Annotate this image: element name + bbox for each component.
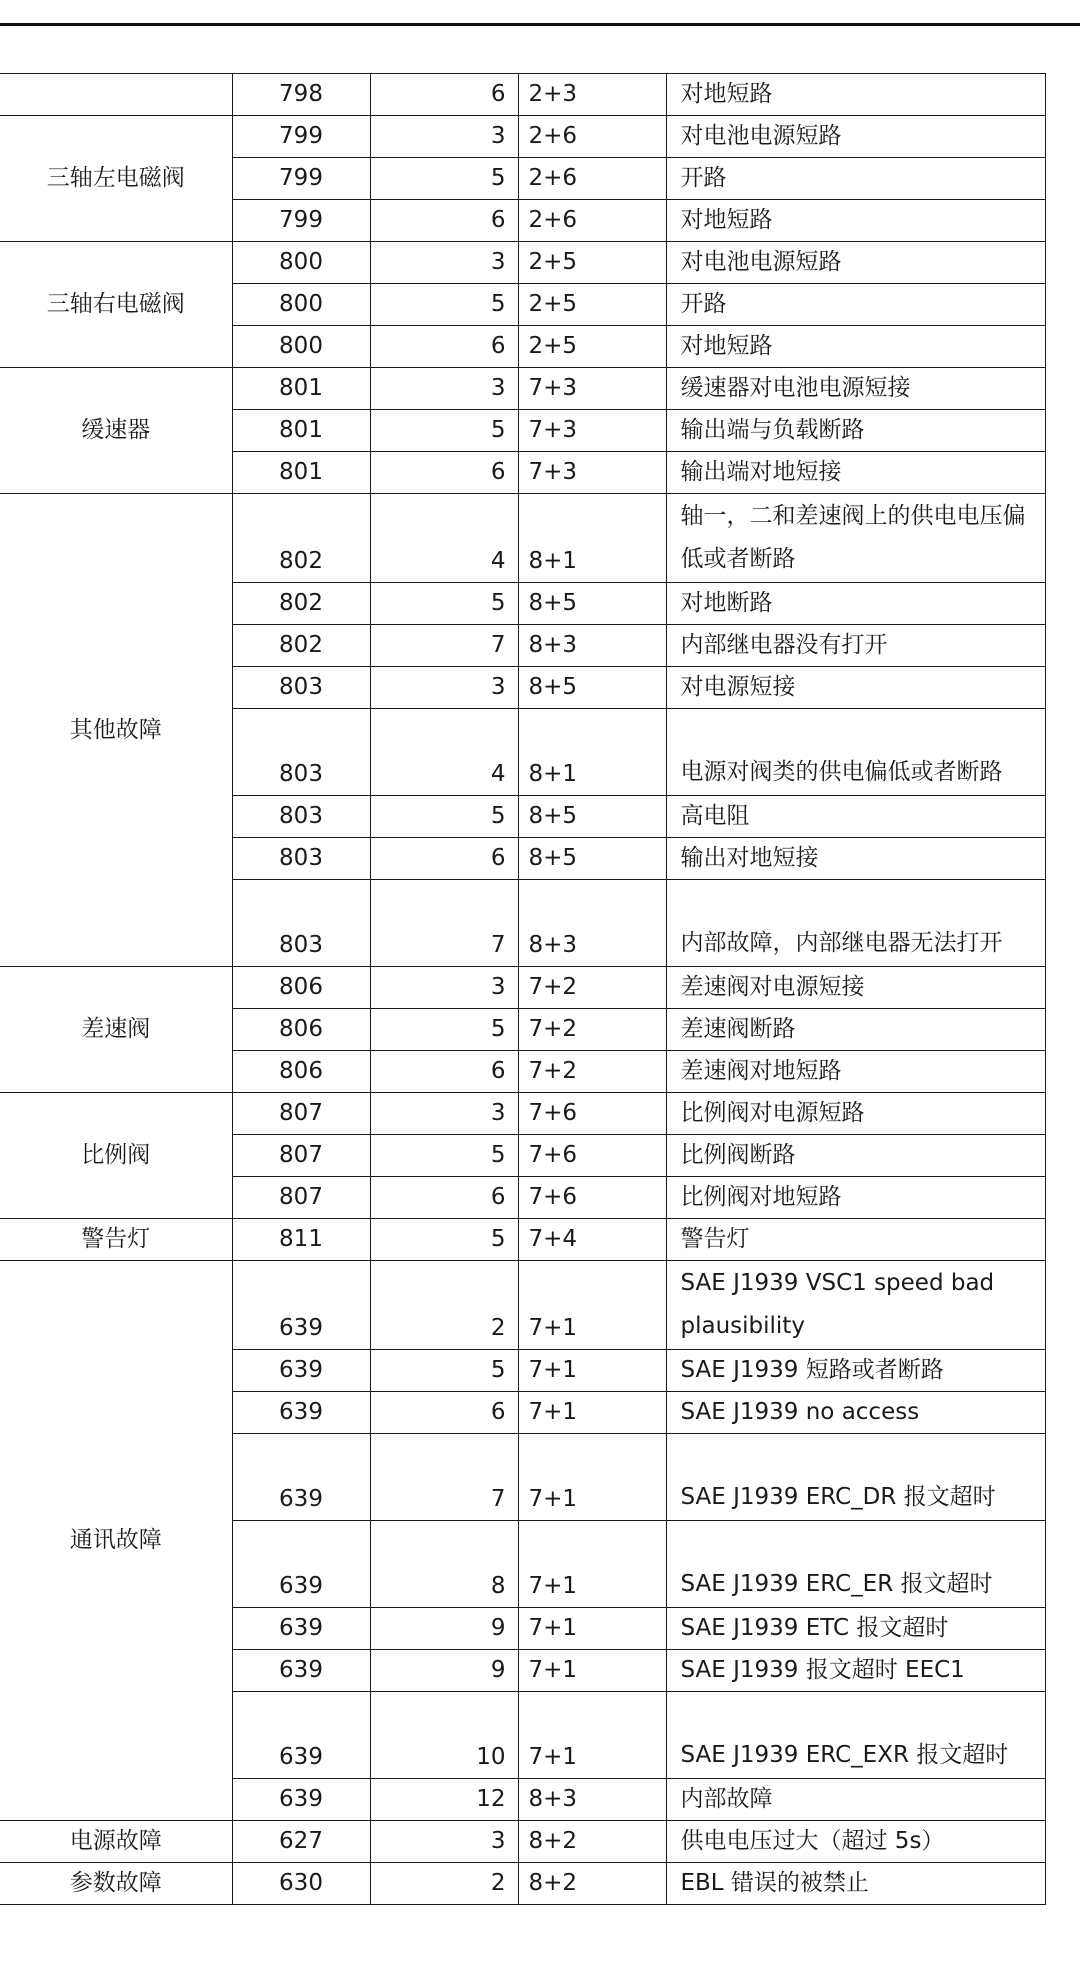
spn-cell: 639	[232, 1261, 370, 1350]
fmi-cell: 5	[370, 284, 518, 326]
fmi-cell: 7	[370, 625, 518, 667]
description-cell: 比例阀对地短路	[666, 1177, 1045, 1219]
description-cell: 内部故障	[666, 1779, 1045, 1821]
spn-cell: 803	[232, 709, 370, 796]
blink-code-cell: 7+2	[518, 1009, 666, 1051]
component-cell: 缓速器	[0, 368, 232, 494]
fmi-cell: 7	[370, 1434, 518, 1521]
description-cell: 比例阀对电源短路	[666, 1093, 1045, 1135]
description-cell: 电源对阀类的供电偏低或者断路	[666, 709, 1045, 796]
table-row	[0, 1261, 1045, 1350]
description-cell: SAE J1939 ERC_EXR 报文超时	[666, 1692, 1045, 1779]
description-cell: 输出端对地短接	[666, 452, 1045, 494]
table-row	[0, 967, 1045, 1009]
fmi-cell: 4	[370, 494, 518, 583]
description-cell: 对地断路	[666, 583, 1045, 625]
spn-cell: 811	[232, 1219, 370, 1261]
description-cell: 警告灯	[666, 1219, 1045, 1261]
spn-cell: 639	[232, 1608, 370, 1650]
fmi-cell: 4	[370, 709, 518, 796]
component-cell: 通讯故障	[0, 1261, 232, 1821]
description-cell: 对地短路	[666, 74, 1045, 116]
description-cell: 对地短路	[666, 326, 1045, 368]
blink-code-cell: 2+5	[518, 326, 666, 368]
blink-code-cell: 7+1	[518, 1650, 666, 1692]
component-cell	[0, 74, 232, 116]
spn-cell: 806	[232, 1051, 370, 1093]
table-row	[0, 1863, 1045, 1905]
spn-cell: 639	[232, 1692, 370, 1779]
fmi-cell: 6	[370, 1392, 518, 1434]
fmi-cell: 6	[370, 326, 518, 368]
fmi-cell: 3	[370, 967, 518, 1009]
table-row	[0, 242, 1045, 284]
blink-code-cell: 2+5	[518, 242, 666, 284]
fmi-cell: 3	[370, 1093, 518, 1135]
blink-code-cell: 8+3	[518, 625, 666, 667]
fmi-cell: 2	[370, 1863, 518, 1905]
blink-code-cell: 7+1	[518, 1350, 666, 1392]
spn-cell: 799	[232, 200, 370, 242]
blink-code-cell: 7+1	[518, 1261, 666, 1350]
description-cell: 开路	[666, 158, 1045, 200]
spn-cell: 630	[232, 1863, 370, 1905]
table-row	[0, 1219, 1045, 1261]
top-rule	[0, 23, 1080, 26]
description-cell: EBL 错误的被禁止	[666, 1863, 1045, 1905]
spn-cell: 801	[232, 410, 370, 452]
fmi-cell: 12	[370, 1779, 518, 1821]
fmi-cell: 10	[370, 1692, 518, 1779]
component-cell: 差速阀	[0, 967, 232, 1093]
table-row	[0, 368, 1045, 410]
component-cell: 参数故障	[0, 1863, 232, 1905]
fmi-cell: 5	[370, 158, 518, 200]
spn-cell: 627	[232, 1821, 370, 1863]
spn-cell: 639	[232, 1392, 370, 1434]
fmi-cell: 3	[370, 667, 518, 709]
fmi-cell: 7	[370, 880, 518, 967]
blink-code-cell: 8+3	[518, 1779, 666, 1821]
blink-code-cell: 7+1	[518, 1434, 666, 1521]
blink-code-cell: 8+1	[518, 709, 666, 796]
blink-code-cell: 7+1	[518, 1392, 666, 1434]
fault-code-table	[0, 73, 1046, 1905]
description-cell: 开路	[666, 284, 1045, 326]
spn-cell: 639	[232, 1650, 370, 1692]
spn-cell: 802	[232, 625, 370, 667]
description-cell: SAE J1939 短路或者断路	[666, 1350, 1045, 1392]
fmi-cell: 3	[370, 116, 518, 158]
description-cell: 缓速器对电池电源短接	[666, 368, 1045, 410]
spn-cell: 639	[232, 1350, 370, 1392]
spn-cell: 807	[232, 1093, 370, 1135]
spn-cell: 806	[232, 967, 370, 1009]
fmi-cell: 5	[370, 1350, 518, 1392]
spn-cell: 800	[232, 242, 370, 284]
description-cell: SAE J1939 报文超时 EEC1	[666, 1650, 1045, 1692]
fmi-cell: 5	[370, 1135, 518, 1177]
fmi-cell: 6	[370, 74, 518, 116]
description-cell: 内部故障，内部继电器无法打开	[666, 880, 1045, 967]
spn-cell: 803	[232, 667, 370, 709]
fmi-cell: 6	[370, 1177, 518, 1219]
fmi-cell: 5	[370, 1219, 518, 1261]
blink-code-cell: 7+6	[518, 1135, 666, 1177]
table-row	[0, 1093, 1045, 1135]
fmi-cell: 5	[370, 796, 518, 838]
fmi-cell: 6	[370, 1051, 518, 1093]
table-row	[0, 494, 1045, 583]
blink-code-cell: 7+3	[518, 410, 666, 452]
spn-cell: 803	[232, 880, 370, 967]
description-cell: 对电源短接	[666, 667, 1045, 709]
fmi-cell: 9	[370, 1650, 518, 1692]
spn-cell: 639	[232, 1521, 370, 1608]
blink-code-cell: 7+1	[518, 1521, 666, 1608]
spn-cell: 800	[232, 284, 370, 326]
fmi-cell: 6	[370, 838, 518, 880]
description-cell: 输出对地短接	[666, 838, 1045, 880]
blink-code-cell: 2+6	[518, 200, 666, 242]
blink-code-cell: 8+5	[518, 583, 666, 625]
component-cell: 比例阀	[0, 1093, 232, 1219]
table-row	[0, 74, 1045, 116]
description-cell: 对地短路	[666, 200, 1045, 242]
blink-code-cell: 8+1	[518, 494, 666, 583]
blink-code-cell: 7+2	[518, 967, 666, 1009]
description-cell: SAE J1939 VSC1 speed bad plausibility	[666, 1261, 1045, 1350]
spn-cell: 799	[232, 116, 370, 158]
blink-code-cell: 7+4	[518, 1219, 666, 1261]
fmi-cell: 2	[370, 1261, 518, 1350]
blink-code-cell: 7+3	[518, 452, 666, 494]
description-cell: 高电阻	[666, 796, 1045, 838]
description-cell: 供电电压过大（超过 5s）	[666, 1821, 1045, 1863]
spn-cell: 803	[232, 838, 370, 880]
fmi-cell: 3	[370, 1821, 518, 1863]
component-cell: 三轴右电磁阀	[0, 242, 232, 368]
description-cell: 差速阀对地短路	[666, 1051, 1045, 1093]
description-cell: 差速阀对电源短接	[666, 967, 1045, 1009]
spn-cell: 802	[232, 583, 370, 625]
spn-cell: 807	[232, 1177, 370, 1219]
spn-cell: 798	[232, 74, 370, 116]
description-cell: 对电池电源短路	[666, 116, 1045, 158]
fmi-cell: 3	[370, 242, 518, 284]
blink-code-cell: 7+3	[518, 368, 666, 410]
description-cell: SAE J1939 no access	[666, 1392, 1045, 1434]
fmi-cell: 5	[370, 1009, 518, 1051]
spn-cell: 639	[232, 1434, 370, 1521]
fmi-cell: 3	[370, 368, 518, 410]
blink-code-cell: 8+5	[518, 796, 666, 838]
description-cell: 内部继电器没有打开	[666, 625, 1045, 667]
description-cell: SAE J1939 ERC_DR 报文超时	[666, 1434, 1045, 1521]
fmi-cell: 6	[370, 452, 518, 494]
blink-code-cell: 8+5	[518, 667, 666, 709]
blink-code-cell: 8+2	[518, 1863, 666, 1905]
spn-cell: 799	[232, 158, 370, 200]
blink-code-cell: 2+3	[518, 74, 666, 116]
spn-cell: 806	[232, 1009, 370, 1051]
fmi-cell: 5	[370, 410, 518, 452]
blink-code-cell: 8+5	[518, 838, 666, 880]
component-cell: 三轴左电磁阀	[0, 116, 232, 242]
blink-code-cell: 8+3	[518, 880, 666, 967]
description-cell: 比例阀断路	[666, 1135, 1045, 1177]
blink-code-cell: 2+5	[518, 284, 666, 326]
blink-code-cell: 7+2	[518, 1051, 666, 1093]
blink-code-cell: 8+2	[518, 1821, 666, 1863]
fmi-cell: 9	[370, 1608, 518, 1650]
description-cell: 差速阀断路	[666, 1009, 1045, 1051]
spn-cell: 801	[232, 452, 370, 494]
spn-cell: 801	[232, 368, 370, 410]
description-cell: SAE J1939 ERC_ER 报文超时	[666, 1521, 1045, 1608]
description-cell: 对电池电源短路	[666, 242, 1045, 284]
description-cell: 输出端与负载断路	[666, 410, 1045, 452]
fmi-cell: 8	[370, 1521, 518, 1608]
table-row	[0, 116, 1045, 158]
spn-cell: 803	[232, 796, 370, 838]
component-cell: 电源故障	[0, 1821, 232, 1863]
spn-cell: 800	[232, 326, 370, 368]
blink-code-cell: 7+1	[518, 1608, 666, 1650]
description-cell: 轴一，二和差速阀上的供电电压偏低或者断路	[666, 494, 1045, 583]
blink-code-cell: 2+6	[518, 116, 666, 158]
component-cell: 警告灯	[0, 1219, 232, 1261]
blink-code-cell: 7+6	[518, 1093, 666, 1135]
blink-code-cell: 7+6	[518, 1177, 666, 1219]
spn-cell: 802	[232, 494, 370, 583]
fmi-cell: 5	[370, 583, 518, 625]
table-row	[0, 1821, 1045, 1863]
blink-code-cell: 2+6	[518, 158, 666, 200]
description-cell: SAE J1939 ETC 报文超时	[666, 1608, 1045, 1650]
spn-cell: 639	[232, 1779, 370, 1821]
spn-cell: 807	[232, 1135, 370, 1177]
fmi-cell: 6	[370, 200, 518, 242]
blink-code-cell: 7+1	[518, 1692, 666, 1779]
component-cell: 其他故障	[0, 494, 232, 967]
